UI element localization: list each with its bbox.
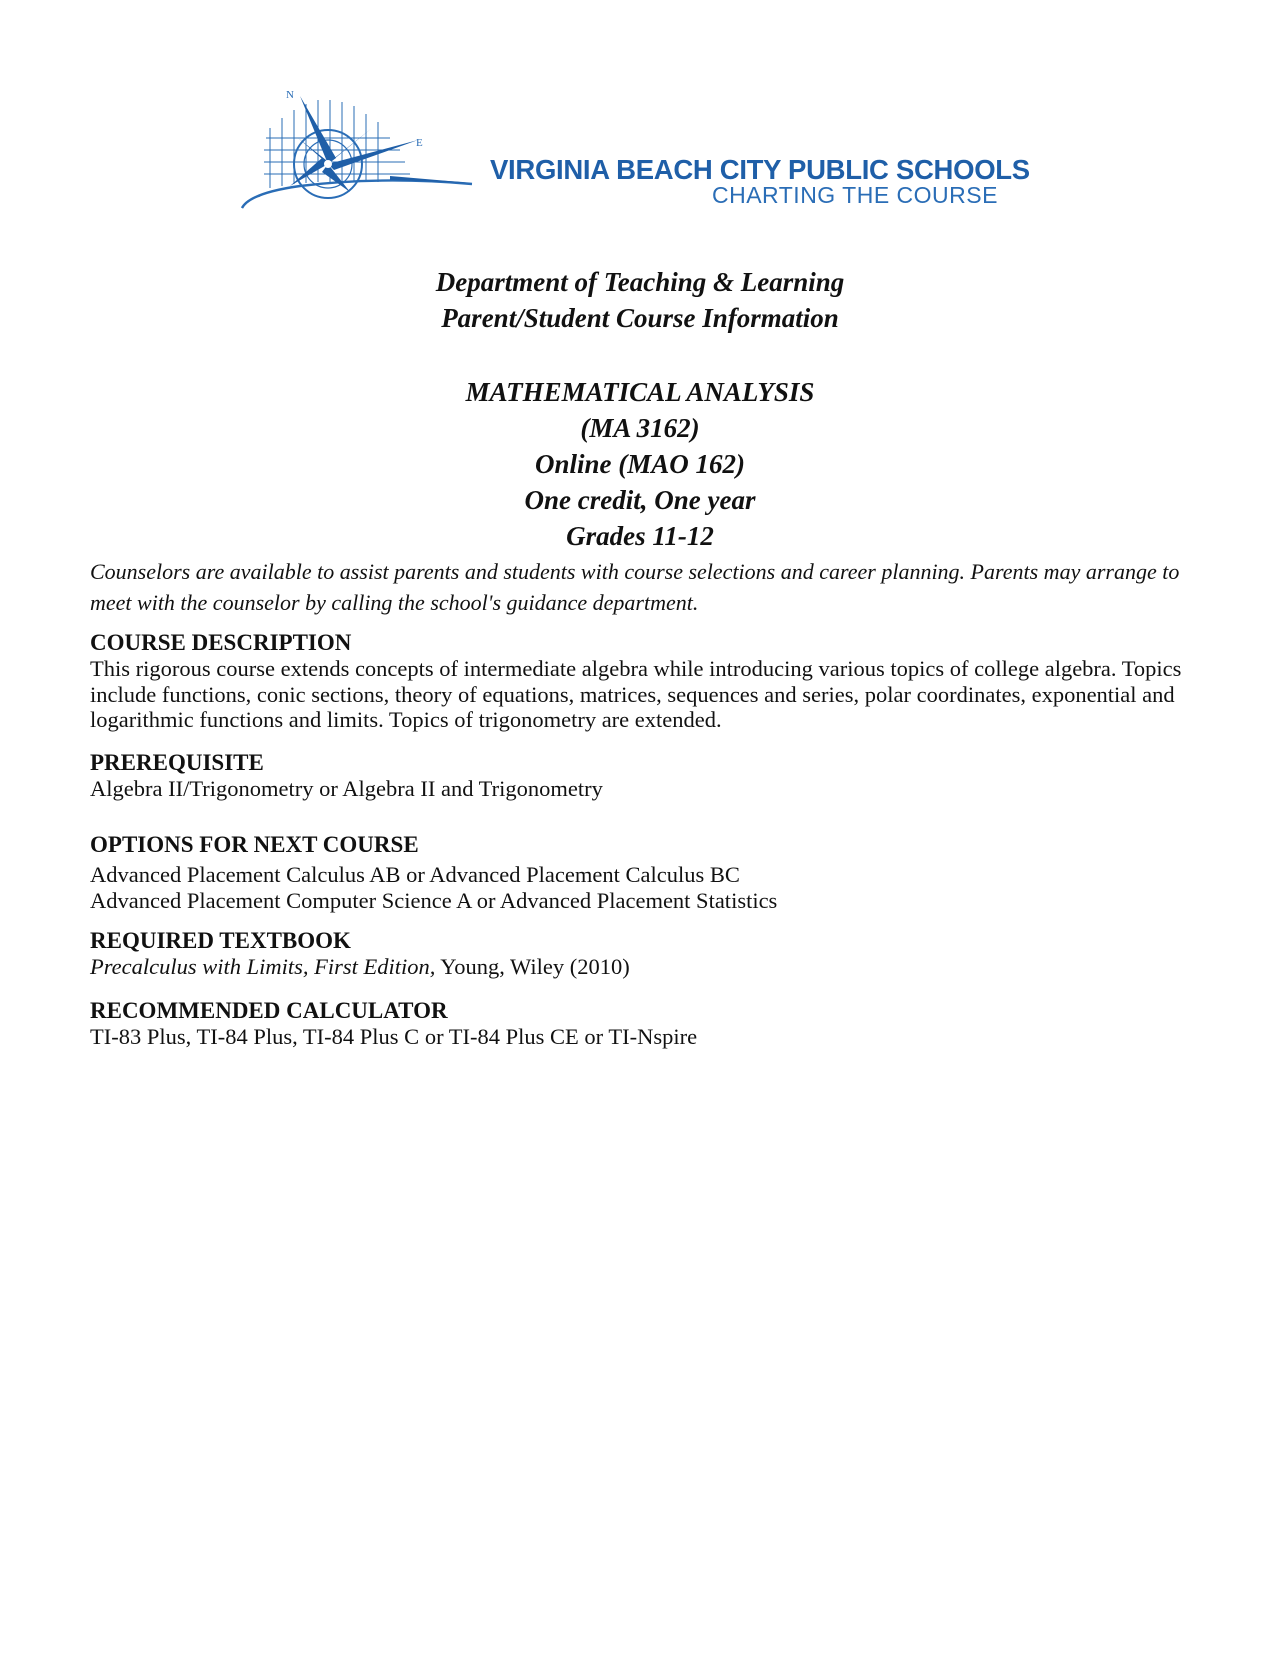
- next-course-section: [90, 832, 1200, 913]
- section-heading: COURSE DESCRIPTION: [90, 630, 352, 655]
- course-heading: [0, 374, 1280, 554]
- section-text: TI-83 Plus, TI-84 Plus, TI-84 Plus C or TI-84 Plus CE or TI-Nspire: [90, 1024, 698, 1049]
- section-heading: REQUIRED TEXTBOOK: [90, 928, 351, 953]
- textbook-title: Precalculus with Limits, First Edition,: [90, 954, 436, 979]
- next-course-line: Advanced Placement Calculus AB or Advanced Placement Calculus BC: [90, 862, 740, 887]
- course-code: (MA 3162): [580, 413, 700, 443]
- next-course-line: Advanced Placement Computer Science A or Advanced Placement Statistics: [90, 887, 778, 913]
- course-online-code: Online (MAO 162): [534, 449, 745, 479]
- section-heading: PREREQUISITE: [90, 750, 264, 775]
- department-heading: [0, 264, 1280, 336]
- textbook-citation: [90, 954, 1200, 980]
- compass-e-letter: E: [416, 137, 423, 149]
- compass-n-letter: N: [286, 89, 294, 101]
- course-grades: Grades 11-12: [566, 521, 714, 551]
- counselor-note: Counselors are available to assist parents and students with course selections and career planning. Parents may arrange to meet with the counselor by calling the school's guidance department.: [90, 559, 1180, 615]
- logo-title: VIRGINIA BEACH CITY PUBLIC SCHOOLS: [490, 154, 1030, 185]
- prerequisite-section: [90, 750, 1200, 802]
- section-text: This rigorous course extends concepts of intermediate algebra while introducing various topics of college algebra. Topics include functions, conic sections, theory of equations, matrices, sequences and series, polar coordinates, exponential and logarithmic functions and limits. Topics of trigonometry are extended.: [90, 656, 1182, 732]
- course-description-section: [90, 630, 1200, 733]
- school-logo: [240, 88, 1040, 228]
- calculator-section: [90, 998, 1200, 1050]
- section-heading: RECOMMENDED CALCULATOR: [90, 998, 448, 1023]
- textbook-publisher: Young, Wiley (2010): [435, 954, 630, 979]
- department-line: Department of Teaching & Learning: [435, 267, 845, 297]
- course-credit: One credit, One year: [524, 485, 756, 515]
- course-info-line: Parent/Student Course Information: [441, 303, 839, 333]
- course-name: MATHEMATICAL ANALYSIS: [465, 377, 815, 407]
- section-heading: OPTIONS FOR NEXT COURSE: [90, 832, 419, 857]
- section-text: Algebra II/Trigonometry or Algebra II and Trigonometry: [90, 776, 603, 801]
- compass-rose-icon: [240, 88, 480, 228]
- textbook-section: [90, 928, 1200, 980]
- logo-tagline: CHARTING THE COURSE: [712, 182, 998, 208]
